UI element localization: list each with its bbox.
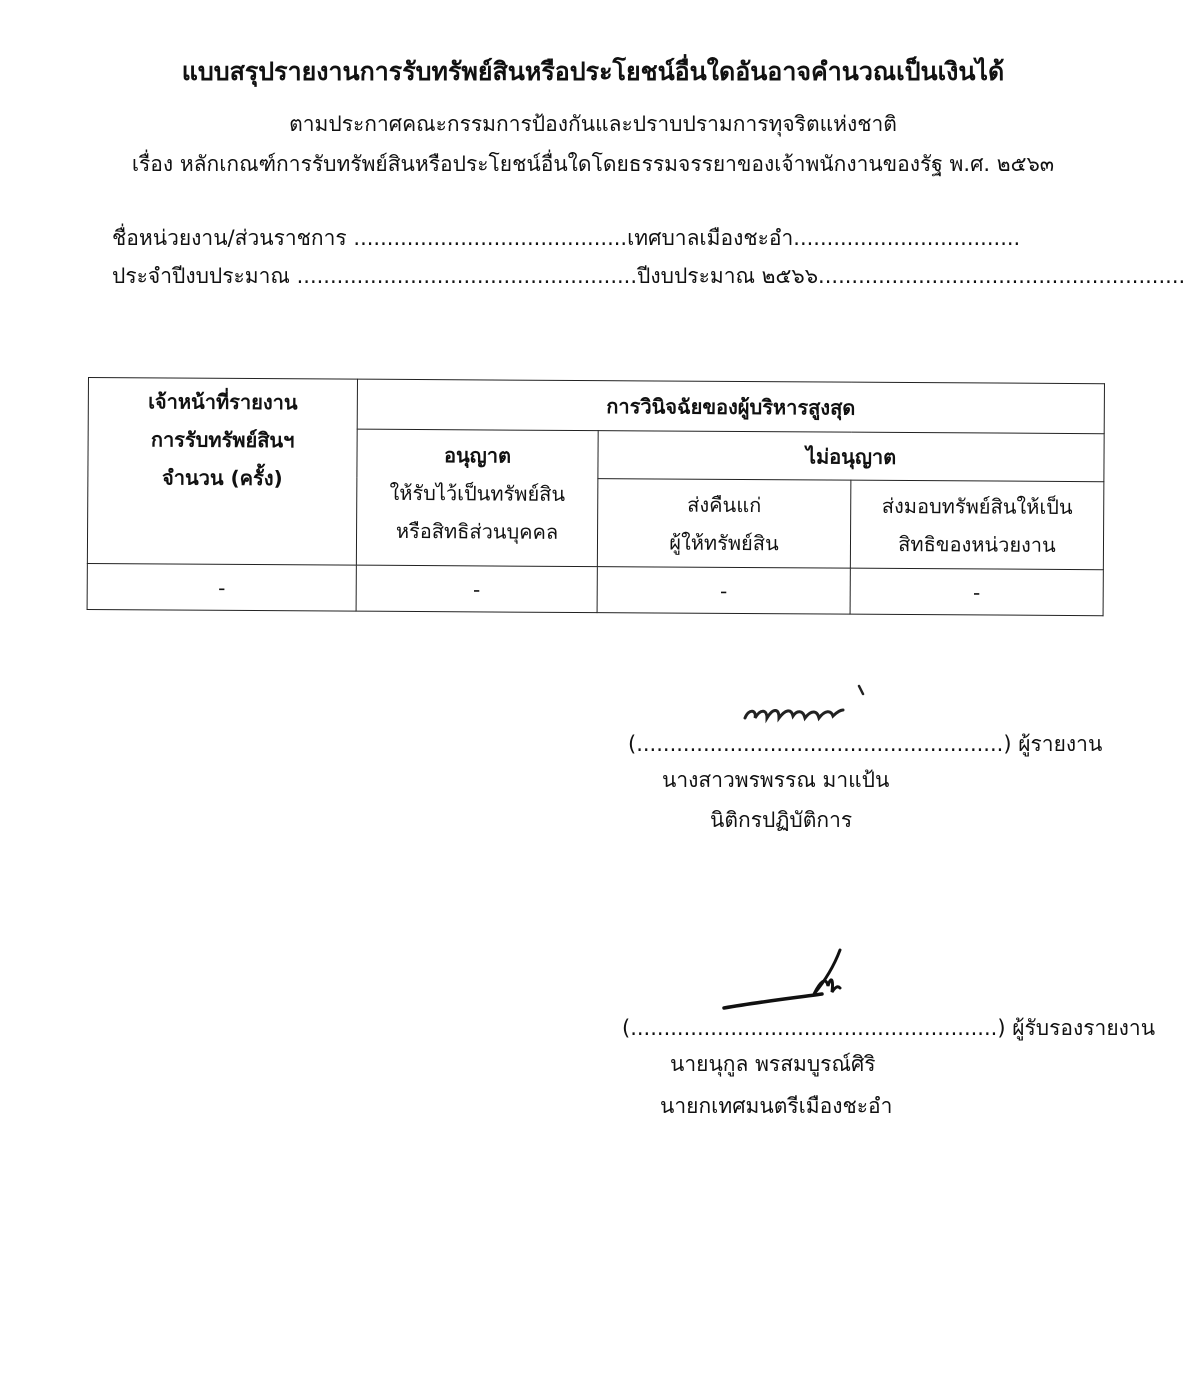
header-reporter-count bbox=[87, 378, 357, 566]
document-subtitle-announcement: ตามประกาศคณะกรรมการป้องกันและปราบปรามการทุจริตแห่งชาติ bbox=[289, 112, 897, 136]
reporter-dots: (.......................................................) bbox=[628, 732, 1012, 756]
reporter-signature-mark bbox=[735, 680, 875, 730]
header-allow-title: อนุญาต bbox=[443, 443, 512, 468]
header-deny: ไม่อนุญาต bbox=[598, 431, 1104, 482]
cell-allow: - bbox=[356, 565, 597, 612]
header-reporter-line3: จำนวน (ครั้ง) bbox=[161, 465, 283, 491]
certifier-position: นายกเทศมนตรีเมืองชะอำ bbox=[660, 1094, 893, 1118]
agency-field bbox=[112, 222, 1020, 255]
certifier-signature-mark bbox=[718, 942, 858, 1017]
agency-value: เทศบาลเมืองชะอำ bbox=[627, 226, 794, 250]
header-allow-line2: หรือสิทธิส่วนบุคคล bbox=[395, 518, 559, 544]
table-row bbox=[87, 563, 1103, 615]
reporter-position: นิติกรปฏิบัติการ bbox=[710, 808, 853, 832]
fiscal-value: ปีงบประมาณ ๒๕๖๖ bbox=[637, 264, 819, 288]
fiscal-dots-before: ................................................... bbox=[296, 264, 638, 288]
document-title: แบบสรุปรายงานการรับทรัพย์สินหรือประโยชน์อื่นใดอันอาจคำนวณเป็นเงินได้ bbox=[181, 57, 1005, 86]
fiscal-dots-after: ....................................................... bbox=[818, 264, 1186, 288]
certifier-signature-line bbox=[622, 1012, 1155, 1045]
header-allow bbox=[356, 429, 598, 566]
certifier-dots: (.......................................................) bbox=[622, 1016, 1006, 1040]
header-allow-line1: ให้รับไว้เป็นทรัพย์สิน bbox=[389, 480, 566, 506]
agency-dots-after: .................................. bbox=[793, 226, 1021, 250]
header-return-to-giver bbox=[597, 479, 851, 569]
header-transfer-line1: ส่งมอบทรัพย์สินให้เป็น bbox=[881, 493, 1073, 519]
header-reporter-line2: การรับทรัพย์สินฯ bbox=[150, 427, 295, 453]
reporter-signature-line bbox=[628, 728, 1102, 761]
header-decision: การวินิจฉัยของผู้บริหารสูงสุด bbox=[357, 379, 1104, 434]
fiscal-label: ประจำปีงบประมาณ bbox=[112, 264, 290, 288]
reporter-name: นางสาวพรพรรณ มาแป้น bbox=[662, 768, 890, 792]
agency-label: ชื่อหน่วยงาน/ส่วนราชการ bbox=[112, 226, 347, 250]
agency-dots-before: ......................................... bbox=[353, 226, 628, 250]
header-return-line2: ผู้ให้ทรัพย์สิน bbox=[669, 530, 779, 555]
document-subtitle-subject: เรื่อง หลักเกณฑ์การรับทรัพย์สินหรือประโยชน์อื่นใดโดยธรรมจรรยาของเจ้าพนักงานของรัฐ พ.ศ. ๒๕๖๓ bbox=[131, 152, 1055, 176]
header-return-line1: ส่งคืนแก่ bbox=[687, 492, 762, 517]
reporter-role: ผู้รายงาน bbox=[1018, 732, 1103, 756]
header-transfer-line2: สิทธิของหน่วยงาน bbox=[898, 531, 1056, 557]
certifier-name: นายนุกูล พรสมบูรณ์ศิริ bbox=[670, 1052, 876, 1076]
header-reporter-line1: เจ้าหน้าที่รายงาน bbox=[148, 389, 298, 415]
cell-reporter-count: - bbox=[87, 563, 356, 611]
cell-transfer: - bbox=[850, 568, 1103, 616]
cell-return: - bbox=[597, 567, 850, 615]
fiscal-year-field bbox=[112, 260, 1185, 293]
header-transfer-to-agency bbox=[850, 480, 1104, 570]
certifier-role: ผู้รับรองรายงาน bbox=[1012, 1016, 1156, 1040]
summary-table bbox=[87, 377, 1105, 616]
